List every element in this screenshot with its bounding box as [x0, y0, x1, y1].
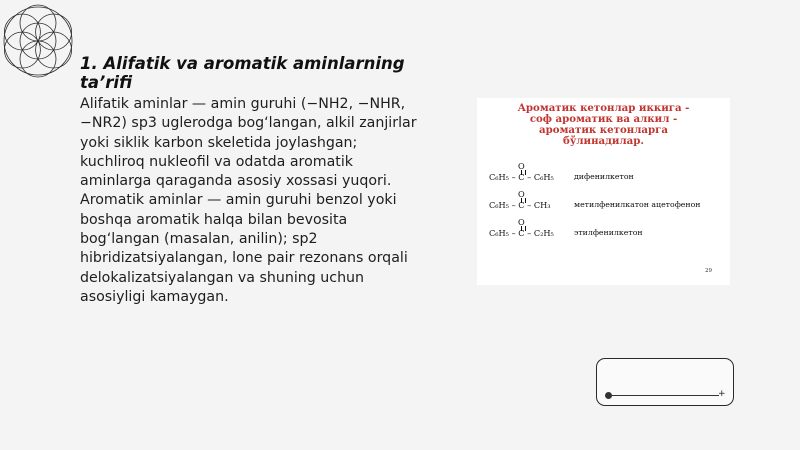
figure-heading [477, 103, 730, 147]
seek-handle[interactable] [605, 392, 612, 399]
ketone-name: дифенилкетон [574, 172, 634, 181]
ketone-name: метилфенилкатон ацетофенон [574, 200, 701, 209]
figure-heading-line: ароматик кетонларга [539, 124, 668, 136]
oxygen-label: O [518, 189, 525, 199]
ketone-formula: C₆H₅ – C – C₂H₅ [489, 228, 554, 238]
figure-heading-line: бўлинадилар. [563, 135, 644, 147]
ketone-figure [477, 98, 730, 285]
ketone-row-ethylphenyl [477, 217, 730, 244]
decorative-rosette-icon [2, 2, 74, 80]
oxygen-label: O [518, 161, 525, 171]
ketone-name: этилфенилкетон [574, 228, 643, 237]
ketone-row-diphenyl [477, 161, 730, 188]
oxygen-label: O [518, 217, 525, 227]
seek-bar[interactable] [609, 395, 719, 396]
figure-heading-line: соф ароматик ва алкил - [529, 113, 678, 125]
ketone-formula: C₆H₅ – C – C₆H₅ [489, 172, 554, 182]
slide-body-text: Alifatik aminlar — amin guruhi (−NH2, −NHR, −NR2) sp3 uglerodga bog‘langan, alkil zanjirlar yoki siklik karbon skeletida joylashgan; kuchliroq nukleofil va odatda aromatik aminlarga qaraganda asosiy xossasi yuqori. Aromatik aminlar — amin guruhi benzol yoki boshqa aromatik halqa bilan bevosita bog‘langan (masalan, anilin); sp2 hibridizatsiyalangan, lone pair rezonans orqali delokalizatsiyalangan va shuning uchun asosiyligi kamaygan. [80, 96, 417, 305]
ketone-formula: C₆H₅ – C – CH₃ [489, 200, 551, 210]
slide-title: 1. Alifatik va aromatik aminlarning ta’rifi [80, 54, 405, 92]
media-player[interactable] [596, 358, 734, 406]
figure-heading-line: Ароматик кетонлар иккига - [517, 102, 690, 114]
ketone-row-methylphenyl [477, 189, 730, 216]
figure-page-number: 29 [705, 268, 712, 274]
end-marker-icon: + [718, 389, 726, 399]
